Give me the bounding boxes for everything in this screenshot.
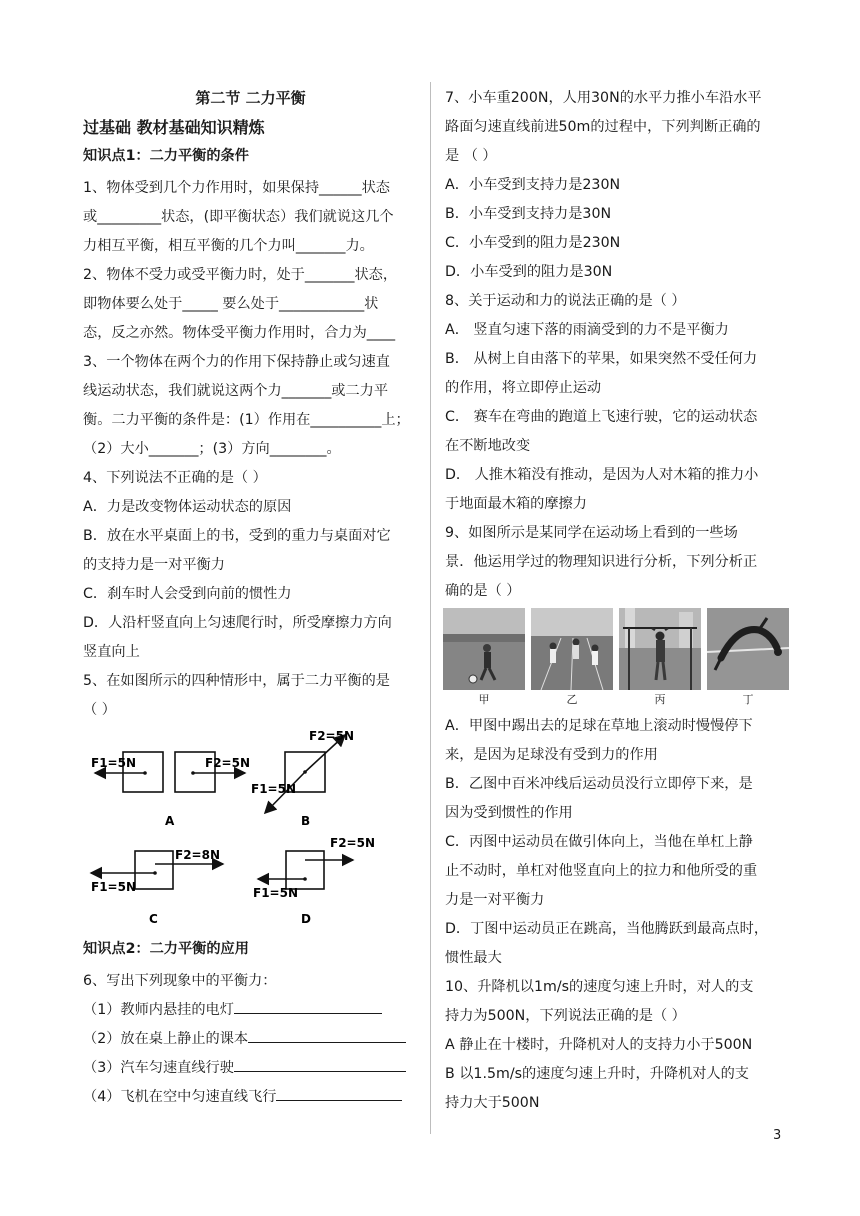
q6-item-1-text: （1）教师内悬挂的电灯 — [83, 1002, 234, 1018]
diagram-b — [251, 729, 354, 828]
q4-option-a: A．力是改变物体运动状态的原因 — [83, 499, 292, 515]
q4-option-c: C．刹车时人会受到向前的惯性力 — [83, 586, 292, 602]
photo-pull-up — [619, 608, 701, 690]
q10-option-a: A 静止在十楼时，升降机对人的支持力小于500N — [445, 1037, 753, 1053]
diagram-c — [91, 848, 223, 926]
q1-line-3: 力相互平衡，相互平衡的几个力叫_______力。 — [83, 238, 374, 254]
photo-high-jump — [707, 608, 789, 690]
diagram-a-label: A — [165, 814, 175, 828]
diagram-a-f2-label: F2=5N — [205, 756, 250, 770]
q2-line-1: 2、物体不受力或受平衡力时，处于_______状态， — [83, 267, 398, 283]
q3-line-1: 3、一个物体在两个力的作用下保持静止或匀速直 — [83, 354, 390, 370]
q6-item-2 — [83, 1025, 418, 1054]
diagram-d — [253, 836, 375, 926]
q9-option-b-line-1: B．乙图中百米冲线后运动员没行立即停下来，是 — [445, 776, 753, 792]
photo-label-jia: 甲 — [478, 693, 490, 706]
diagram-d-label: D — [301, 912, 311, 926]
q8-stem: 8、关于运动和力的说法正确的是（ ） — [445, 293, 686, 309]
diagram-a — [91, 752, 250, 828]
q6-item-2-text: （2）放在桌上静止的课本 — [83, 1031, 249, 1047]
q7-line-3: 是 （ ） — [445, 148, 497, 164]
q9-option-c-line-1: C．丙图中运动员在做引体向上，当他在单杠上静 — [445, 834, 753, 850]
section-heading: 过基础 教材基础知识精炼 — [83, 118, 265, 137]
q9-option-c-line-2: 止不动时，单杠对他竖直向上的拉力和他所受的重 — [445, 863, 758, 879]
q10-line-2: 持力为500N，下列说法正确的是（ ） — [445, 1008, 686, 1024]
q6-item-3 — [83, 1054, 418, 1083]
diagram-b-f1-label: F1=5N — [251, 782, 296, 796]
q1-line-2: 或_________状态，(即平衡状态）我们就说这几个 — [83, 209, 394, 225]
q3-line-2: 线运动状态，我们就说这两个力_______或二力平 — [83, 383, 389, 399]
photo-label-ding: 丁 — [742, 693, 754, 706]
photo-soccer — [443, 608, 525, 690]
q7-option-a: A．小车受到支持力是230N — [445, 177, 621, 193]
diagram-c-label: C — [149, 912, 158, 926]
q9-option-a-line-1: A．甲图中踢出去的足球在草地上滚动时慢慢停下 — [445, 718, 753, 734]
q2-line-2: 即物体要么处于_____ 要么处于____________状 — [83, 296, 379, 312]
q4-option-d-line-1: D．人沿杆竖直向上匀速爬行时，所受摩擦力方向 — [83, 615, 392, 631]
q4-option-b-line-2: 的支持力是一对平衡力 — [83, 557, 225, 573]
diagram-d-f1-label: F1=5N — [253, 886, 298, 900]
force-diagrams-figure — [83, 727, 418, 933]
q8-option-a: A． 竖直匀速下落的雨滴受到的力不是平衡力 — [445, 322, 729, 338]
photo-label-bing: 丙 — [654, 693, 666, 706]
q3-line-4: （2）大小_______；(3）方向________。 — [83, 441, 341, 457]
q1-line-1: 1、物体受到几个力作用时，如果保持______状态 — [83, 180, 390, 196]
photo-label-yi: 乙 — [566, 693, 578, 706]
diagram-b-f2-label: F2=5N — [309, 729, 354, 743]
q9-option-d-line-2: 惯性最大 — [445, 950, 502, 966]
q8-option-b-line-1: B． 从树上自由落下的苹果，如果突然不受任何力 — [445, 351, 758, 367]
diagram-d-f2-label: F2=5N — [330, 836, 375, 850]
section-title: 第二节 二力平衡 — [195, 89, 306, 107]
q9-option-b-line-2: 因为受到惯性的作用 — [445, 805, 573, 821]
q5-line-1: 5、在如图所示的四种情形中，属于二力平衡的是 — [83, 673, 390, 689]
q9-line-3: 确的是（ ） — [445, 583, 521, 599]
diagram-d-box — [286, 851, 324, 889]
column-divider — [430, 82, 431, 1134]
photo-sprint — [531, 608, 613, 690]
q5-line-2: （ ） — [83, 702, 116, 718]
left-column — [83, 84, 418, 1112]
q6-item-4 — [83, 1083, 418, 1112]
q10-option-b-line-1: B 以1.5m/s的速度匀速上升时，升降机对人的支 — [445, 1066, 749, 1082]
page-number: 3 — [773, 1128, 782, 1143]
q6-item-3-text: （3）汽车匀速直线行驶 — [83, 1060, 234, 1076]
q2-line-3: 态，反之亦然。物体受平衡力作用时，合力为____ — [83, 325, 396, 341]
q9-option-a-line-2: 来，是因为足球没有受到力的作用 — [445, 747, 658, 763]
q6-item-2-blank — [248, 1028, 406, 1043]
q4-option-b-line-1: B．放在水平桌面上的书，受到的重力与桌面对它 — [83, 528, 391, 544]
q6-item-3-blank — [234, 1057, 406, 1072]
q6-item-4-text: （4）飞机在空中匀速直线飞行 — [83, 1089, 277, 1105]
diagram-c-f2-label: F2=8N — [175, 848, 220, 862]
q8-option-c-line-2: 在不断地改变 — [445, 438, 531, 454]
diagram-b-label: B — [301, 814, 311, 828]
q6-item-1-blank — [234, 999, 382, 1014]
q7-line-2: 路面匀速直线前进50m的过程中，下列判断正确的 — [445, 119, 761, 135]
q9-option-d-line-1: D．丁图中运动员正在跳高，当他腾跃到最高点时， — [445, 921, 769, 937]
q9-line-2: 景．他运用学过的物理知识进行分析，下列分析正 — [445, 554, 758, 570]
knowledge-point-1: 知识点1：二力平衡的条件 — [83, 148, 249, 164]
sports-photos — [443, 608, 788, 712]
q6-item-1 — [83, 996, 418, 1025]
knowledge-point-2: 知识点2：二力平衡的应用 — [83, 941, 249, 957]
q4-stem: 4、下列说法不正确的是（ ） — [83, 470, 267, 486]
q8-option-d-line-1: D． 人推木箱没有推动，是因为人对木箱的推力小 — [445, 467, 759, 483]
q7-option-b: B．小车受到支持力是30N — [445, 206, 612, 222]
right-column — [445, 84, 783, 1118]
q8-option-d-line-2: 于地面最木箱的摩擦力 — [445, 496, 587, 512]
diagram-c-f1-label: F1=5N — [91, 880, 136, 894]
q7-option-d: D．小车受到的阻力是30N — [445, 264, 613, 280]
q8-option-b-line-2: 的作用，将立即停止运动 — [445, 380, 602, 396]
q7-line-1: 7、小车重200N，人用30N的水平力推小车沿水平 — [445, 90, 762, 106]
q9-option-c-line-3: 力是一对平衡力 — [445, 892, 545, 908]
diagram-c-box — [135, 851, 173, 889]
q10-option-b-line-2: 持力大于500N — [445, 1095, 540, 1111]
q6-item-4-blank — [276, 1086, 402, 1101]
q9-line-1: 9、如图所示是某同学在运动场上看到的一些场 — [445, 525, 738, 541]
q3-line-3: 衡。二力平衡的条件是：(1）作用在__________上； — [83, 412, 410, 428]
q10-line-1: 10、升降机以1m/s的速度匀速上升时，对人的支 — [445, 979, 754, 995]
q7-option-c: C．小车受到的阻力是230N — [445, 235, 621, 251]
q4-option-d-line-2: 竖直向上 — [83, 644, 140, 660]
q6-stem: 6、写出下列现象中的平衡力： — [83, 973, 277, 989]
q8-option-c-line-1: C． 赛车在弯曲的跑道上飞速行驶，它的运动状态 — [445, 409, 758, 425]
diagram-a-f1-label: F1=5N — [91, 756, 136, 770]
